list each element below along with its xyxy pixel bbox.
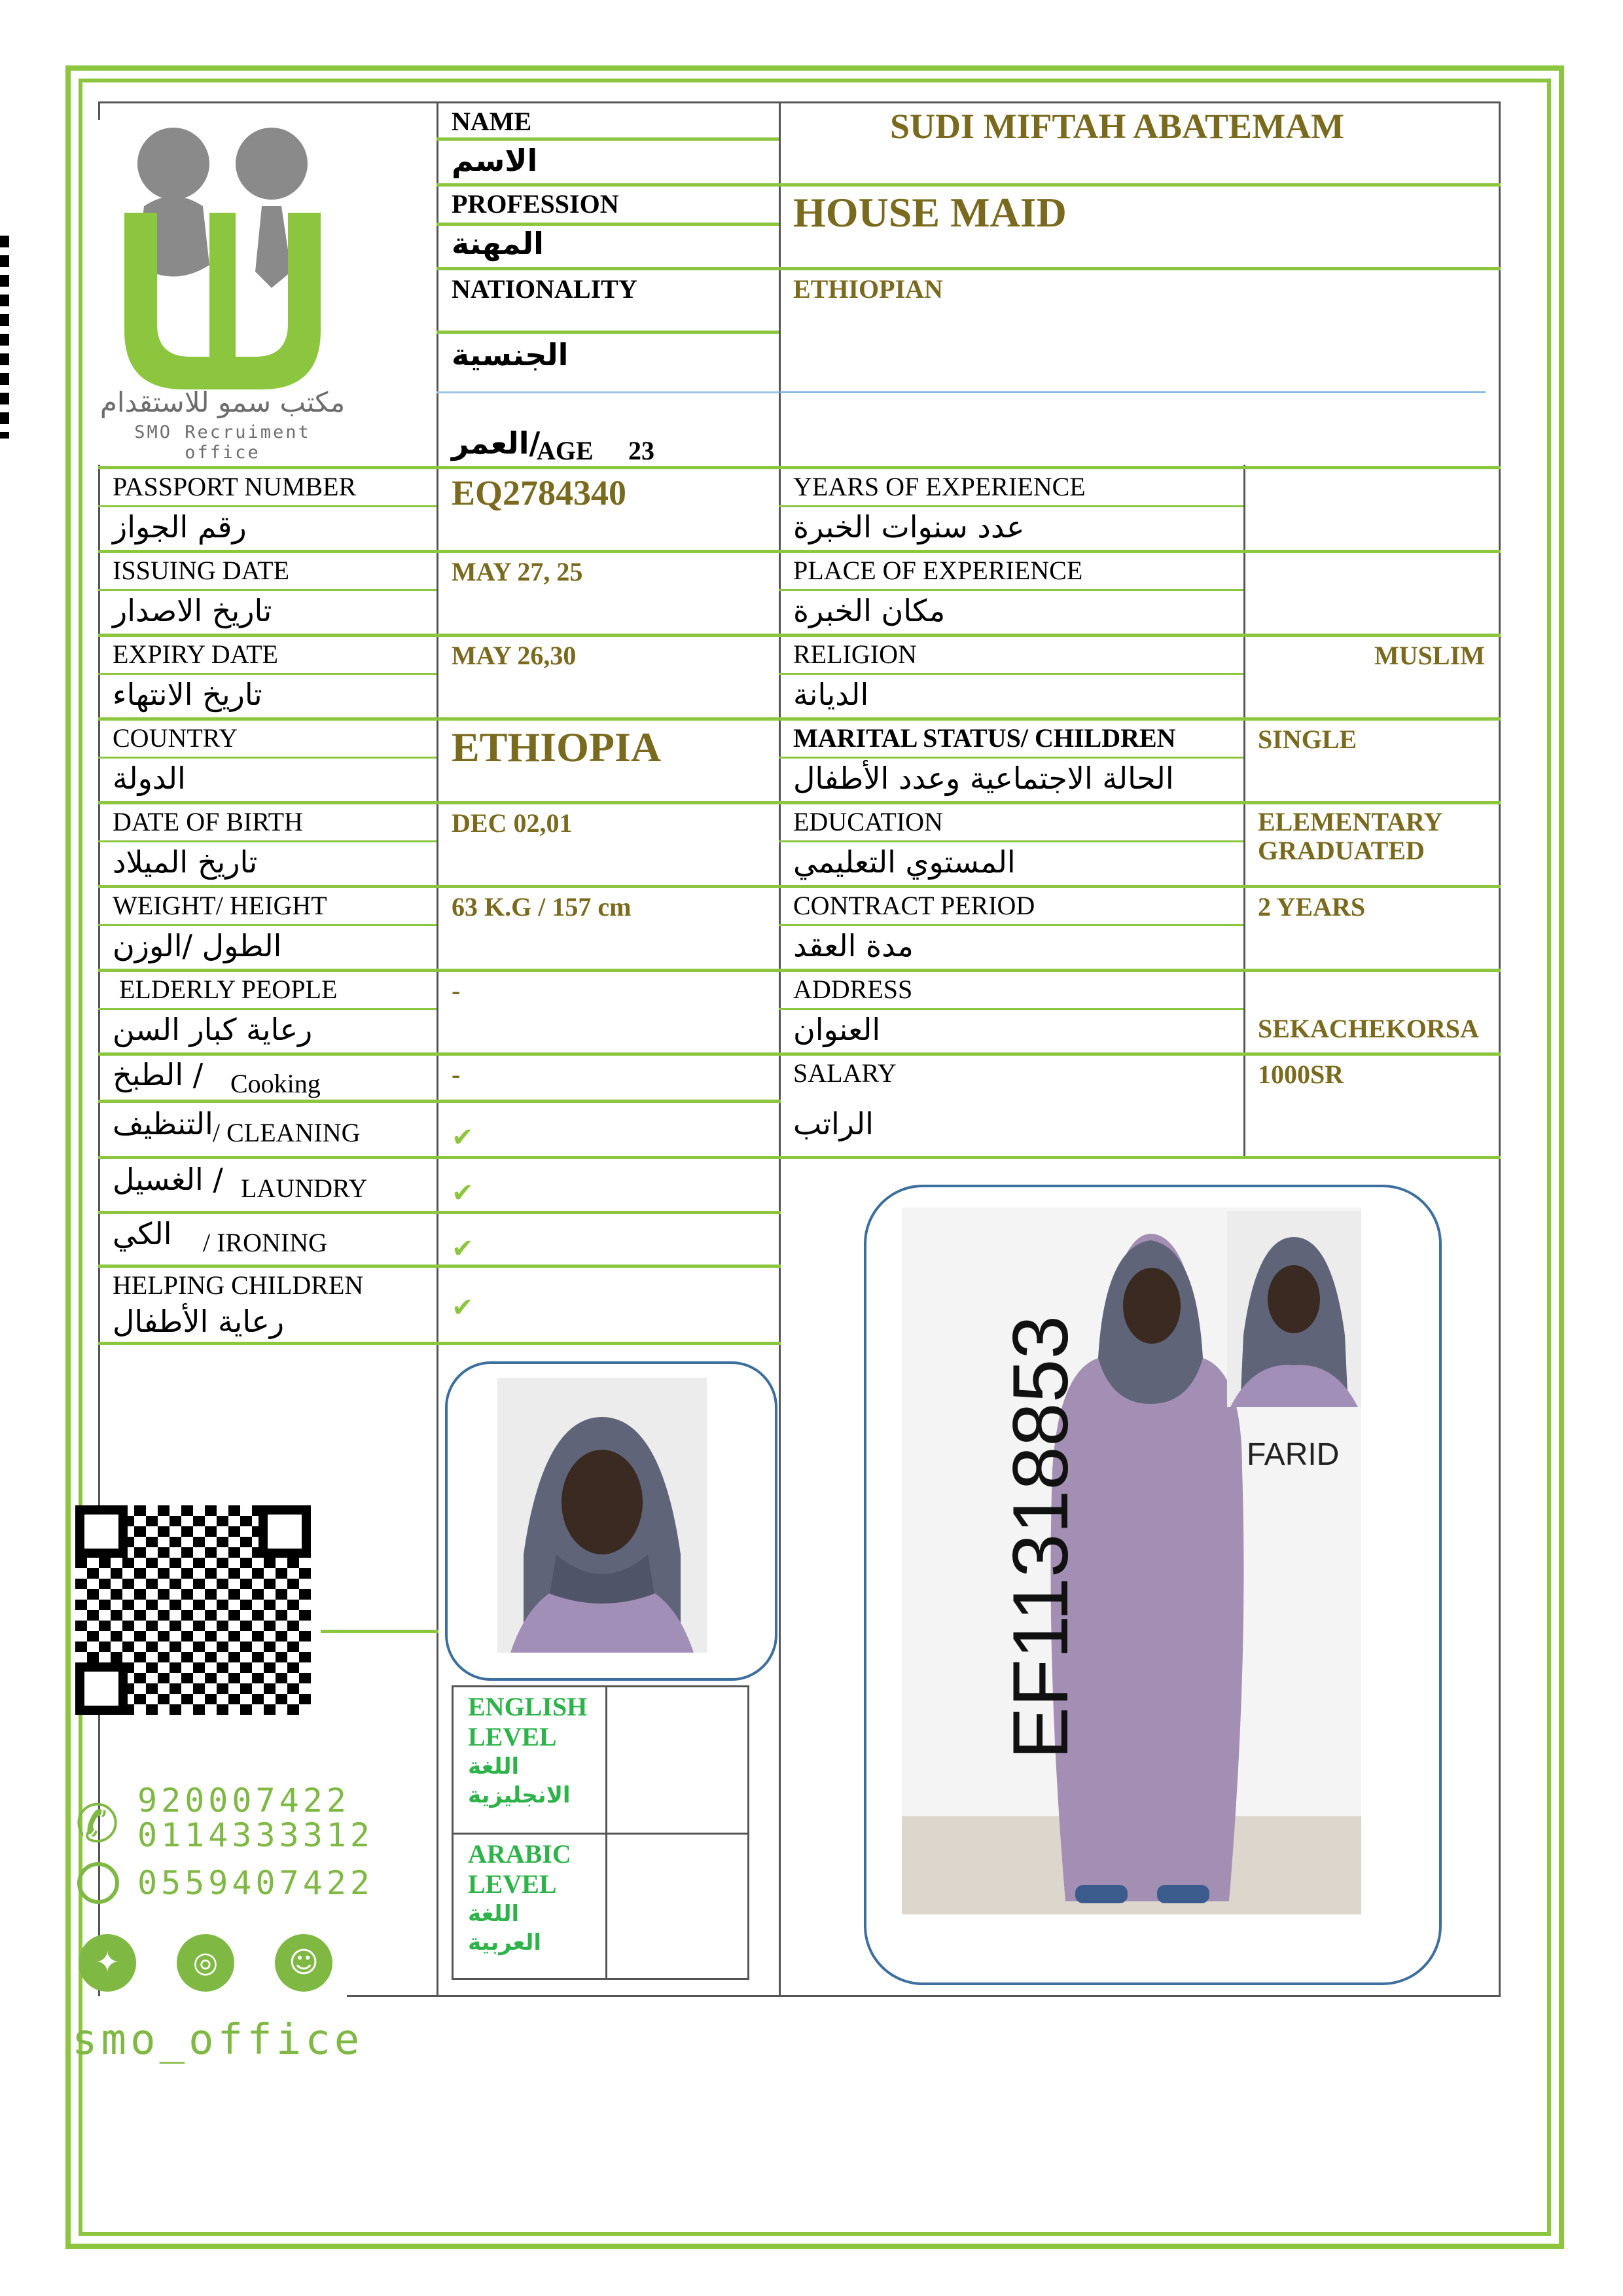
weight-label: WEIGHT/ HEIGHT xyxy=(113,891,327,920)
dob-label: DATE OF BIRTH xyxy=(113,807,303,836)
marital-value: SINGLE xyxy=(1258,725,1357,754)
cooking-value: - xyxy=(452,1060,461,1089)
experience-place-label-ar: مكان الخبرة xyxy=(793,593,946,628)
contract-value: 2 YEARS xyxy=(1258,892,1366,922)
country-label: COUNTRY xyxy=(113,723,238,753)
salary-label-ar: الراتب xyxy=(793,1106,874,1141)
ironing-check: ✔ xyxy=(452,1234,474,1264)
salary-value: 1000SR xyxy=(1258,1060,1344,1089)
elderly-value: - xyxy=(452,976,461,1005)
education-value: ELEMENTARY GRADUATED xyxy=(1258,807,1442,865)
phone-2: 0114333312 xyxy=(137,1816,374,1854)
snapchat-icon[interactable]: ☺ xyxy=(275,1934,332,1992)
qr-code xyxy=(75,1505,311,1715)
address-value: SEKACHEKORSA xyxy=(1258,1014,1479,1043)
elderly-label: ELDERLY PEOPLE xyxy=(119,975,338,1004)
office-name-en: SMO Recruiment office xyxy=(134,422,311,463)
age-value: 23 xyxy=(628,436,654,465)
agent-label: FARID xyxy=(1247,1437,1340,1472)
laundry-check: ✔ xyxy=(452,1178,474,1208)
english-level-label: ENGLISH LEVEL xyxy=(468,1692,588,1751)
arabic-level-label-ar: اللغة العربية xyxy=(468,1901,542,1956)
expiry-value: MAY 26,30 xyxy=(452,641,577,670)
issuing-label: ISSUING DATE xyxy=(113,556,289,585)
expiry-label-ar: تاريخ الانتهاء xyxy=(113,677,262,712)
phone-1: 920007422 xyxy=(137,1782,350,1820)
office-logo xyxy=(98,115,347,463)
profession-value: HOUSE MAID xyxy=(793,189,1067,236)
expiry-label: EXPIRY DATE xyxy=(113,639,278,669)
helping-children-check: ✔ xyxy=(452,1293,474,1323)
address-label: ADDRESS xyxy=(793,975,913,1004)
candidate-name: SUDI MIFTAH ABATEMAM xyxy=(890,107,1345,146)
photo-code: EF11318853 xyxy=(997,1315,1084,1760)
whatsapp-icon xyxy=(77,1862,119,1904)
issuing-value: MAY 27, 25 xyxy=(452,557,583,586)
issuing-label-ar: تاريخ الاصدار xyxy=(113,593,272,628)
cooking-label-ar: الطبخ / xyxy=(113,1057,204,1092)
elderly-label-ar: رعاية كبار السن xyxy=(113,1012,313,1047)
nationality-value: ETHIOPIAN xyxy=(793,274,943,304)
headshot-photo xyxy=(1227,1211,1361,1407)
experience-years-label: YEARS OF EXPERIENCE xyxy=(793,472,1086,501)
edge-barcode xyxy=(0,236,9,439)
name-label-ar: الاسم xyxy=(452,143,538,178)
age-label-ar: العمر/ xyxy=(452,425,541,461)
instagram-icon[interactable]: ◎ xyxy=(177,1934,234,1992)
cooking-label: Cooking xyxy=(230,1069,321,1098)
twitter-icon[interactable]: ✦ xyxy=(79,1934,136,1992)
laundry-label: LAUNDRY xyxy=(241,1174,368,1203)
ironing-label-ar: الكي xyxy=(113,1216,172,1251)
cleaning-check: ✔ xyxy=(452,1122,474,1153)
religion-value: MUSLIM xyxy=(1374,641,1485,670)
nationality-label: NATIONALITY xyxy=(452,274,637,304)
profession-label-ar: المهنة xyxy=(452,226,544,261)
contract-label: CONTRACT PERIOD xyxy=(793,891,1035,920)
portrait-photo xyxy=(497,1378,707,1653)
contract-label-ar: مدة العقد xyxy=(793,928,914,963)
address-label-ar: العنوان xyxy=(793,1012,881,1047)
english-level-label-ar: اللغة الانجليزية xyxy=(468,1753,571,1808)
phone-icon: ✆ xyxy=(75,1793,120,1854)
whatsapp-number[interactable]: 0559407422 xyxy=(137,1864,374,1902)
passport-value: EQ2784340 xyxy=(452,473,627,512)
passport-label: PASSPORT NUMBER xyxy=(113,472,357,501)
marital-label: MARITAL STATUS/ CHILDREN xyxy=(793,723,1176,753)
country-value: ETHIOPIA xyxy=(452,724,662,770)
weight-label-ar: الطول /الوزن xyxy=(113,928,282,963)
age-label: AGE xyxy=(537,436,594,465)
profession-label: PROFESSION xyxy=(452,189,619,219)
experience-place-label: PLACE OF EXPERIENCE xyxy=(793,556,1083,585)
education-label-ar: المستوي التعليمي xyxy=(793,844,1016,880)
laundry-label-ar: الغسيل / xyxy=(113,1162,223,1197)
country-label-ar: الدولة xyxy=(113,761,186,796)
ironing-label: / IRONING xyxy=(203,1228,327,1257)
helping-children-label: HELPING CHILDREN xyxy=(113,1270,364,1300)
weight-value: 63 K.G / 157 cm xyxy=(452,892,632,922)
social-handle: smo_office xyxy=(72,2016,364,2064)
office-name-ar: مكتب سمو للاستقدام xyxy=(99,386,346,418)
passport-label-ar: رقم الجواز xyxy=(113,509,247,545)
cleaning-label-ar: التنظيف xyxy=(113,1106,213,1141)
helping-children-label-ar: رعاية الأطفال xyxy=(113,1304,285,1339)
education-label: EDUCATION xyxy=(793,807,943,836)
marital-label-ar: الحالة الاجتماعية وعدد الأطفال xyxy=(793,761,1174,796)
salary-label: SALARY xyxy=(793,1058,897,1088)
nationality-label-ar: الجنسية xyxy=(452,337,569,372)
dob-value: DEC 02,01 xyxy=(452,808,573,838)
experience-years-label-ar: عدد سنوات الخبرة xyxy=(793,509,1025,545)
cleaning-label: / CLEANING xyxy=(213,1118,361,1147)
name-label: NAME xyxy=(452,107,532,136)
arabic-level-label: ARABIC LEVEL xyxy=(468,1839,571,1899)
religion-label: RELIGION xyxy=(793,639,917,669)
dob-label-ar: تاريخ الميلاد xyxy=(113,844,258,880)
religion-label-ar: الديانة xyxy=(793,677,869,712)
